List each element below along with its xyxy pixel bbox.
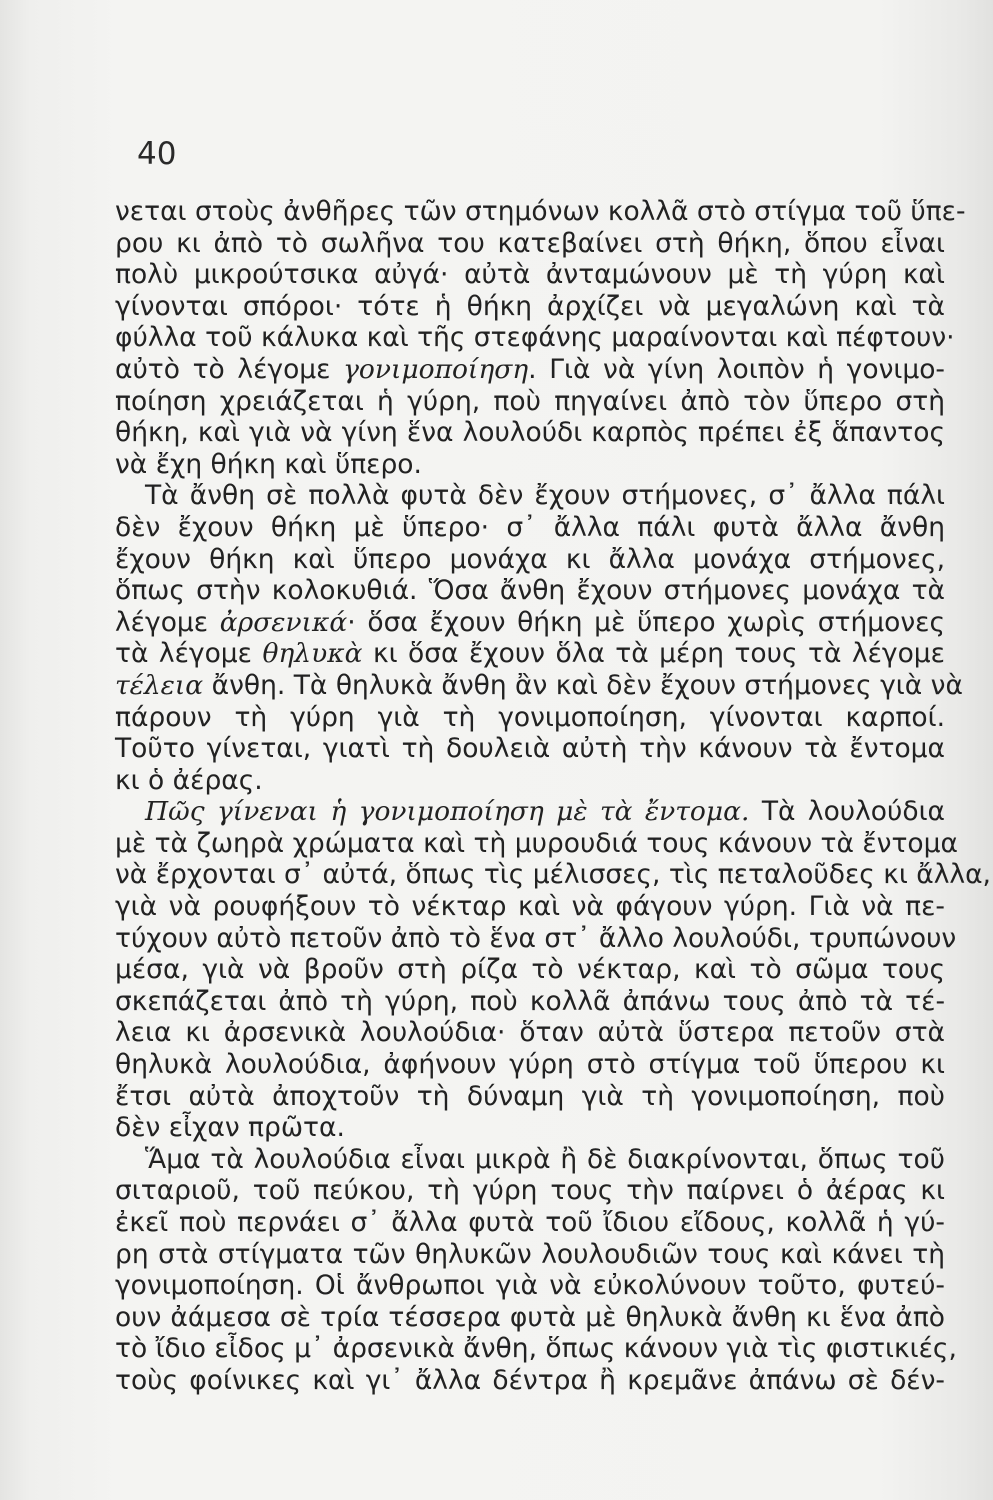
text-run: κι ὅσα ἔχουν ὅλα τὰ μέρη τους τὰ λέγομε	[362, 638, 945, 670]
text-run: θήκη, καὶ γιὰ νὰ γίνη ἕνα λουλούδι καρπὸς πρέπει ἐξ ἅπαντος	[115, 417, 945, 449]
text-run: μὲ τὰ ζωηρὰ χρώματα καὶ τὴ μυρουδιά τους κάνουν τὰ ἔντομα	[115, 827, 958, 859]
text-line	[115, 354, 945, 386]
text-line	[115, 291, 945, 323]
text-run: φύλλα τοῦ κάλυκα καὶ τῆς στεφάνης μαραίνονται καὶ πέφτουν·	[115, 322, 955, 354]
text-run: τοὺς φοίνικες καὶ γι᾿ ἄλλα δέντρα ἢ κρεμᾶνε ἀπάνω σὲ δέν-	[115, 1364, 945, 1396]
text-run: κι ὁ ἀέρας.	[115, 764, 263, 796]
text-run: μέσα, γιὰ νὰ βροῦν στὴ ρίζα τὸ νέκταρ, καὶ τὸ σῶμα τους	[115, 954, 945, 986]
text-run: γιὰ νὰ ρουφήξουν τὸ νέκταρ καὶ νὰ φάγουν γύρη. Γιὰ νὰ πε-	[115, 891, 945, 923]
page-number: 40	[137, 136, 177, 172]
text-line	[115, 859, 991, 891]
text-run: δὲν ἔχουν θήκη μὲ ὕπερο· σ᾿ ἄλλα πάλι φυτὰ ἄλλα ἄνθη	[115, 511, 945, 543]
text-line	[115, 796, 945, 828]
text-run: τύχουν αὐτὸ πετοῦν ἀπὸ τὸ ἕνα στ᾿ ἄλλο λουλούδι, τρυπώνουν	[115, 922, 957, 954]
text-line	[115, 1333, 957, 1365]
text-run: λέγομε	[115, 606, 220, 638]
text-line	[115, 1049, 945, 1081]
text-line	[115, 1144, 945, 1176]
text-run: σιταριοῦ, τοῦ πεύκου, τὴ γύρη τους τὴν παίρνει ὁ ἀέρας κι	[115, 1175, 945, 1207]
text-line	[115, 891, 945, 923]
text-run: θηλυκὰ λουλούδια, ἀφήνουν γύρη στὸ στίγμα τοῦ ὕπερου κι	[115, 1049, 945, 1081]
text-line	[115, 1081, 945, 1113]
text-line	[115, 1112, 945, 1144]
text-line	[115, 733, 945, 765]
text-run: νεται στοὺς ἀνθῆρες τῶν στημόνων κολλᾶ στὸ στίγμα τοῦ ὕπε-	[115, 196, 966, 227]
text-line	[115, 196, 966, 228]
text-run: λεια κι ἀρσενικὰ λουλούδια· ὅταν αὐτὰ ὕστερα πετοῦν στὰ	[115, 1017, 945, 1049]
text-line	[115, 512, 945, 544]
text-line	[115, 1270, 945, 1302]
text-line	[115, 1302, 945, 1334]
text-line	[115, 765, 945, 797]
text-line	[115, 702, 945, 734]
text-line	[115, 449, 945, 481]
text-line	[115, 1017, 945, 1049]
text-run: ἔχουν θήκη καὶ ὕπερο μονάχα κι ἄλλα μονάχα στήμονες,	[115, 543, 945, 575]
italic-term: γονιμοποίηση	[343, 353, 529, 385]
text-run: τὸ ἴδιο εἶδος μ᾿ ἀρσενικὰ ἄνθη, ὅπως κάνουν γιὰ τὶς φιστικιές,	[115, 1333, 957, 1365]
text-run: πολὺ μικρούτσικα αὐγά· αὐτὰ ἀνταμώνουν μὲ τὴ γύρη καὶ	[115, 259, 945, 291]
text-run: ρη στὰ στίγματα τῶν θηλυκῶν λουλουδιῶν τους καὶ κάνει τὴ	[115, 1238, 945, 1270]
text-line	[115, 322, 955, 354]
italic-term: ἀρσενικά	[219, 606, 348, 638]
text-run: Τοῦτο γίνεται, γιατὶ τὴ δουλειὰ αὐτὴ τὴν κάνουν τὰ ἔντομα	[115, 733, 945, 765]
text-line	[115, 544, 945, 576]
text-line	[115, 986, 945, 1018]
text-line	[115, 954, 945, 986]
text-run: ποίηση χρειάζεται ἡ γύρη, ποὺ πηγαίνει ἀπὸ τὸν ὕπερο στὴ	[115, 385, 945, 417]
text-run: . Γιὰ νὰ γίνη λοιπὸν ἡ γονιμο-	[528, 353, 945, 385]
text-line	[115, 669, 963, 702]
italic-term: Πῶς γίνεναι ἡ γονιμοποίηση μὲ τὰ ἔντομα.	[145, 796, 750, 828]
text-run: ουν ἀάμεσα σὲ τρία τέσσερα φυτὰ μὲ θηλυκὰ ἄνθη κι ἕνα ἀπὸ	[115, 1301, 945, 1333]
text-line	[115, 827, 958, 860]
text-run: σκεπάζεται ἀπὸ τὴ γύρη, ποὺ κολλᾶ ἀπάνω τους ἀπὸ τὰ τέ-	[115, 985, 945, 1017]
text-line	[115, 259, 945, 291]
text-line	[115, 386, 945, 418]
text-line	[115, 1207, 945, 1239]
text-run: γίνονται σπόροι· τότε ἡ θήκη ἀρχίζει νὰ μεγαλώνη καὶ τὰ	[115, 290, 945, 322]
italic-term: θηλυκὰ	[262, 638, 363, 670]
text-run: νὰ ἔρχονται σ᾿ αὐτά, ὅπως τὶς μέλισσες, τὶς πεταλοῦδες κι ἄλλα,	[115, 859, 991, 891]
text-run: γονιμοποίηση. Οἱ ἄνθρωποι γιὰ νὰ εὐκολύνουν τοῦτο, φυτεύ-	[115, 1270, 945, 1302]
body-text	[115, 196, 991, 1397]
text-run: τὰ λέγομε	[115, 638, 263, 670]
text-run: ἔτσι αὐτὰ ἀποχτοῦν τὴ δύναμη γιὰ τὴ γονιμοποίηση, ποὺ	[115, 1080, 945, 1112]
text-run: Τὰ λουλούδια	[749, 796, 946, 828]
text-run: πάρουν τὴ γύρη γιὰ τὴ γονιμοποίηση, γίνονται καρποί.	[115, 701, 945, 733]
text-line	[115, 1365, 945, 1397]
text-run: ὅπως στὴν κολοκυθιά. Ὅσα ἄνθη ἔχουν στήμονες μονάχα τὰ	[115, 575, 945, 607]
text-line	[115, 575, 945, 607]
text-run: δὲν εἶχαν πρῶτα.	[115, 1112, 345, 1144]
text-run: Τὰ ἄνθη σὲ πολλὰ φυτὰ δὲν ἔχουν στήμονες, σ᾿ ἄλλα πάλι	[145, 480, 945, 512]
text-run: νὰ ἔχη θήκη καὶ ὕπερο.	[115, 448, 422, 480]
text-run: ἐκεῖ ποὺ περνάει σ᾿ ἄλλα φυτὰ τοῦ ἴδιου εἴδους, κολλᾶ ἡ γύ-	[115, 1207, 945, 1238]
text-line	[115, 1175, 945, 1207]
text-line	[115, 480, 945, 512]
text-run: ρου κι ἀπὸ τὸ σωλῆνα του κατεβαίνει στὴ θήκη, ὅπου εἶναι	[115, 227, 945, 259]
text-line	[115, 922, 957, 955]
text-run: · ὅσα ἔχουν θήκη μὲ ὕπερο χωρὶς στήμονες	[347, 606, 945, 638]
text-line	[115, 607, 945, 639]
text-line	[115, 417, 945, 449]
text-run: Ἅμα τὰ λουλούδια εἶναι μικρὰ ἢ δὲ διακρίνονται, ὅπως τοῦ	[145, 1143, 945, 1175]
italic-term: τέλεια	[115, 669, 204, 701]
text-line	[115, 228, 945, 260]
text-line	[115, 638, 945, 670]
text-line	[115, 1239, 945, 1271]
text-run: ἄνθη. Τὰ θηλυκὰ ἄνθη ἂν καὶ δὲν ἔχουν στήμονες γιὰ νὰ	[203, 669, 963, 701]
text-run: αὐτὸ τὸ λέγομε	[115, 353, 344, 385]
